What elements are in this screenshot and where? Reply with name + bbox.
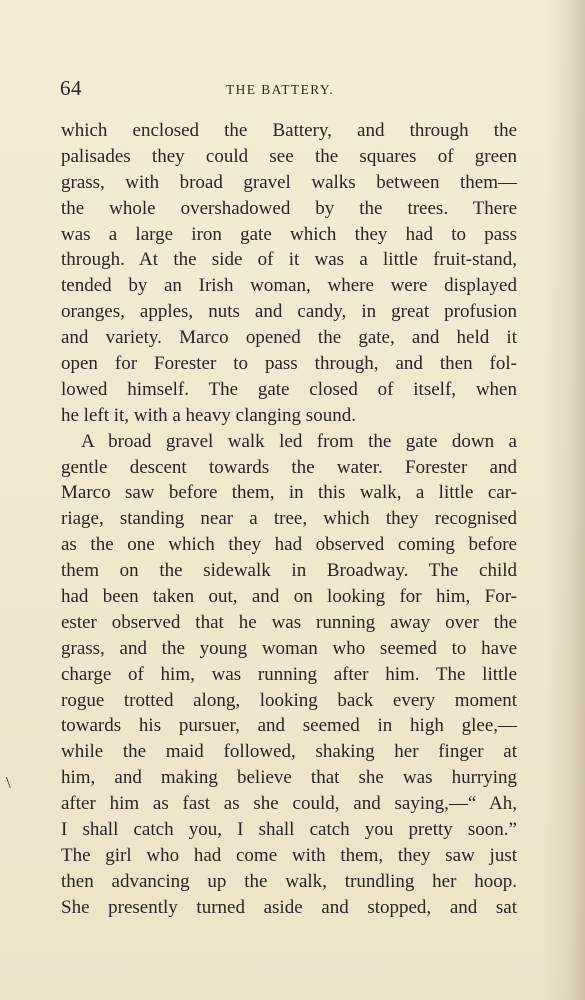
text-line: oranges, apples, nuts and candy, in great profusion (61, 301, 517, 323)
text-line: them on the sidewalk in Broadway. The child (61, 560, 517, 582)
text-line: Marco saw before them, in this walk, a little car- (61, 482, 517, 504)
text-line: gentle descent towards the water. Forester and (61, 456, 517, 478)
text-line: tended by an Irish woman, where were displayed (61, 275, 517, 297)
body-text (61, 118, 517, 921)
text-line: lowed himself. The gate closed of itself, when (61, 378, 517, 400)
text-line: the whole overshadowed by the trees. There (61, 197, 517, 219)
text-line: towards his pursuer, and seemed in high glee,— (61, 715, 517, 737)
text-line: open for Forester to pass through, and then fol- (61, 353, 517, 375)
text-line: was a large iron gate which they had to pass (61, 223, 517, 245)
text-line: which enclosed the Battery, and through the (61, 120, 517, 141)
page-number: 64 (60, 76, 82, 100)
text-line: ester observed that he was running away over the (61, 611, 517, 633)
text-line: rogue trotted along, looking back every moment (61, 689, 517, 711)
text-line: and variety. Marco opened the gate, and held it (61, 327, 517, 349)
text-line: had been taken out, and on looking for him, For- (61, 586, 517, 608)
text-line: grass, and the young woman who seemed to have (61, 637, 517, 659)
text-line: I shall catch you, I shall catch you pretty soon.” (61, 819, 517, 841)
text-line: The girl who had come with them, they saw just (61, 844, 517, 866)
text-line: him, and making believe that she was hurrying (61, 767, 517, 789)
margin-mark: \ (6, 773, 11, 792)
text-line: while the maid followed, shaking her finger at (61, 741, 517, 763)
running-title: THE BATTERY. (226, 82, 335, 97)
text-line: then advancing up the walk, trundling her hoop. (61, 870, 517, 892)
text-line: charge of him, was running after him. The little (61, 663, 517, 685)
text-line: A broad gravel walk led from the gate down a (81, 430, 517, 452)
text-line: he left it, with a heavy clanging sound. (61, 404, 356, 426)
text-line: after him as fast as she could, and saying,—“ Ah, (61, 793, 517, 815)
text-line: as the one which they had observed coming before (61, 534, 517, 556)
text-line: riage, standing near a tree, which they recognised (61, 508, 517, 530)
text-line: through. At the side of it was a little fruit-stand, (61, 249, 517, 271)
text-line: She presently turned aside and stopped, and sat (61, 896, 517, 918)
text-line: grass, with broad gravel walks between them— (61, 171, 517, 193)
text-line: palisades they could see the squares of green (61, 145, 517, 167)
page-header (60, 76, 520, 100)
